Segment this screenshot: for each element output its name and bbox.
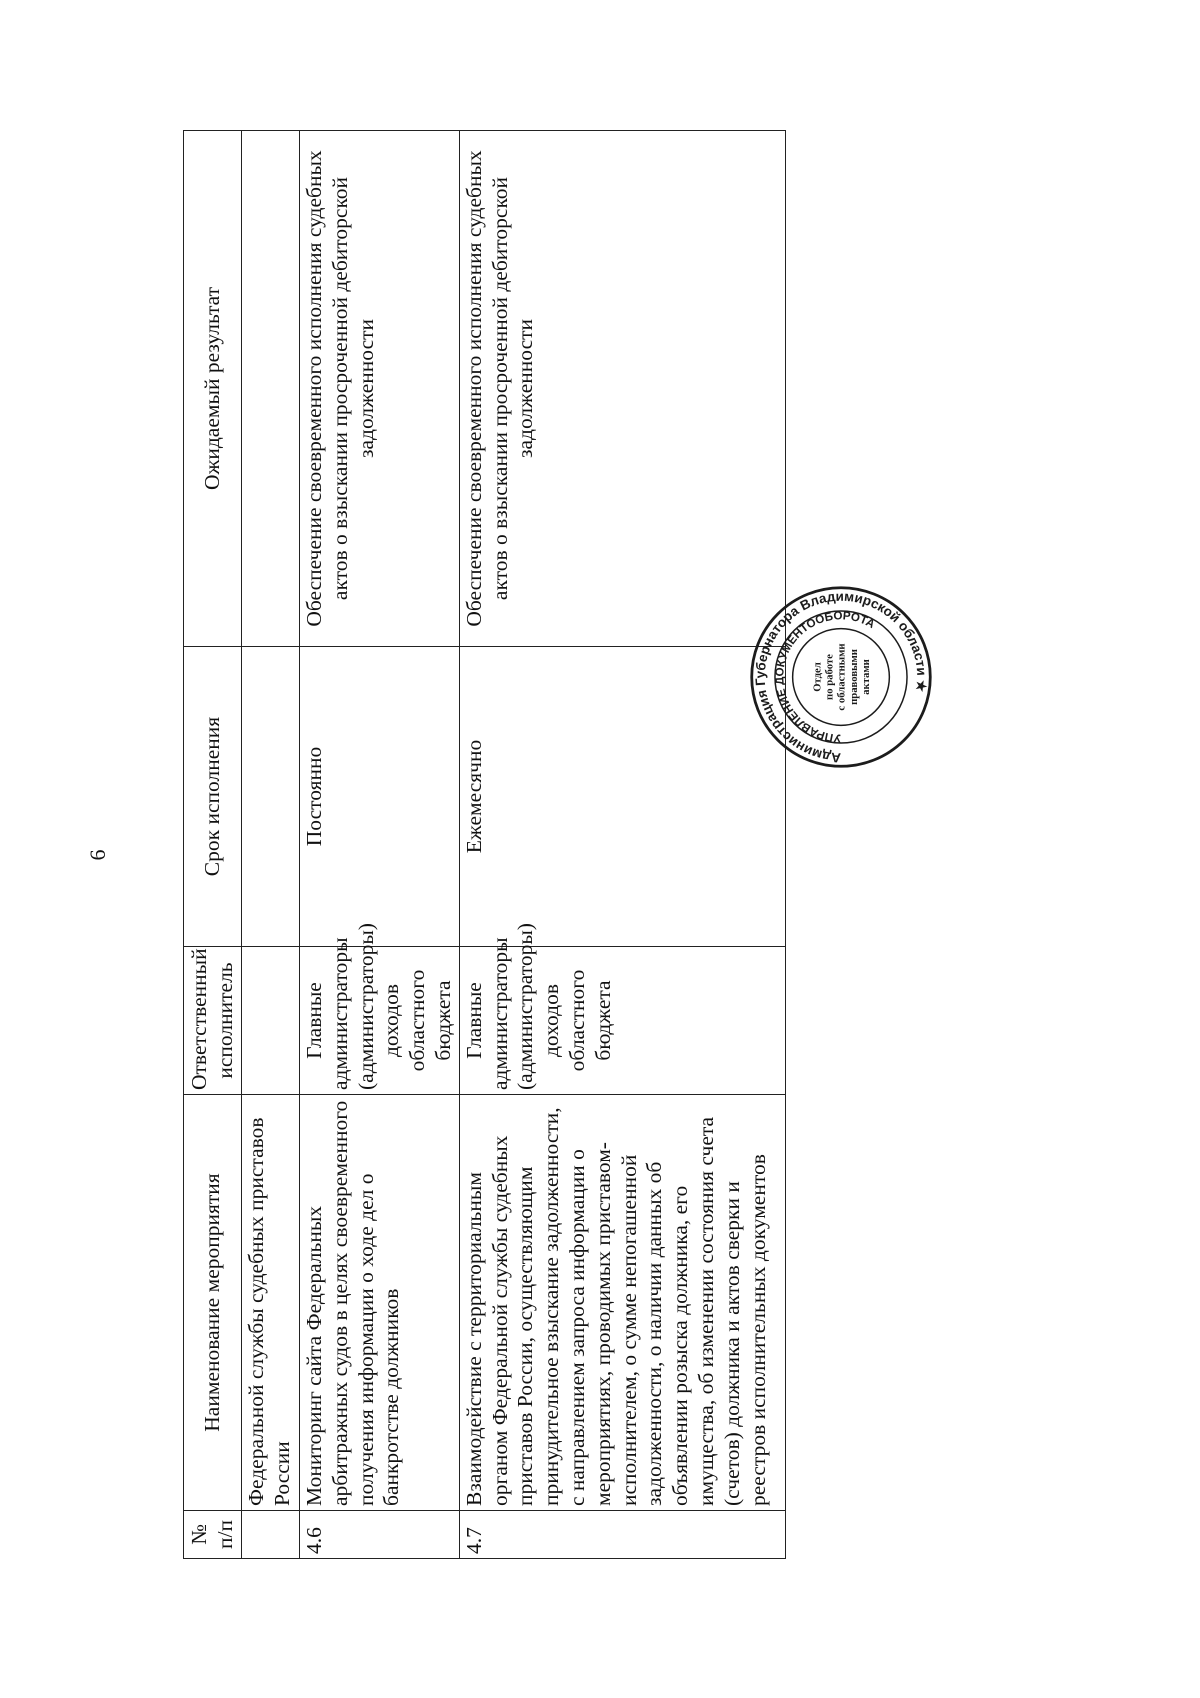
table-row: [459, 131, 785, 1559]
cell-result: Обеспечение своевременного исполнения судебных актов о взыскании просроченной дебиторской задолженности: [459, 131, 785, 647]
cell-responsible: Главные администраторы (администраторы) доходов областного бюджета: [459, 947, 785, 1095]
cell-num: 4.7: [459, 1511, 785, 1559]
table-row-continuation: [242, 131, 300, 1559]
stamp-center-line: актами: [859, 659, 872, 695]
stamp-center-line: по работе: [823, 654, 836, 700]
stamp-center-line: с областными: [835, 643, 848, 711]
table-header-row: [184, 131, 242, 1559]
cell-name: Взаимодействие с территориальным органом Федеральной службы судебных приставов России, осуществляющим принудительное взыскание задолженности, с направлением запроса информации о мероприятиях, проводимых приставом-исполнителем, о сумме непогашенной задолженности, о наличии данных об объявлении розыска должника, его имущества, об изменении состояния счета (счетов) должника и актов сверки и реестров исполнительных документов: [459, 1095, 785, 1511]
cell-num: [242, 1511, 300, 1559]
official-stamp: [748, 584, 934, 770]
rotated-sheet: [183, 131, 786, 1559]
cell-result: Обеспечение своевременного исполнения судебных актов о взыскании просроченной дебиторской задолженности: [300, 131, 460, 647]
header-responsible: Ответственный исполнитель: [184, 947, 242, 1095]
cell-term: [242, 647, 300, 947]
cell-num: 4.6: [300, 1511, 460, 1559]
table-row: [300, 131, 460, 1559]
stamp-center-text: [812, 643, 872, 710]
page-number: 6: [85, 849, 110, 861]
header-name: Наименование мероприятия: [184, 1095, 242, 1511]
header-term: Срок исполнения: [184, 647, 242, 947]
header-result: Ожидаемый результат: [184, 131, 242, 647]
cell-name: Федеральной службы судебных приставов России: [242, 1095, 300, 1511]
cell-result: [242, 131, 300, 647]
cell-name: Мониторинг сайта Федеральных арбитражных судов в целях своевременного получения информации о ходе дел о банкротстве должников: [300, 1095, 460, 1511]
measures-table: [183, 130, 786, 1559]
header-num: № п/п: [184, 1511, 242, 1559]
stamp-middle-text: УПРАВЛЕНИЕ ДОКУМЕНТООБОРОТА: [773, 609, 878, 745]
cell-responsible: Главные администраторы (администраторы) доходов областного бюджета: [300, 947, 460, 1095]
cell-term: Ежемесячно: [459, 647, 785, 947]
cell-term: Постоянно: [300, 647, 460, 947]
stamp-center-line: Отдел: [811, 662, 824, 692]
cell-responsible: [242, 947, 300, 1095]
stamp-outer-text: Администрация Губернатора Владимирской области ★: [752, 588, 930, 766]
stamp-center-line: правовыми: [847, 649, 860, 705]
